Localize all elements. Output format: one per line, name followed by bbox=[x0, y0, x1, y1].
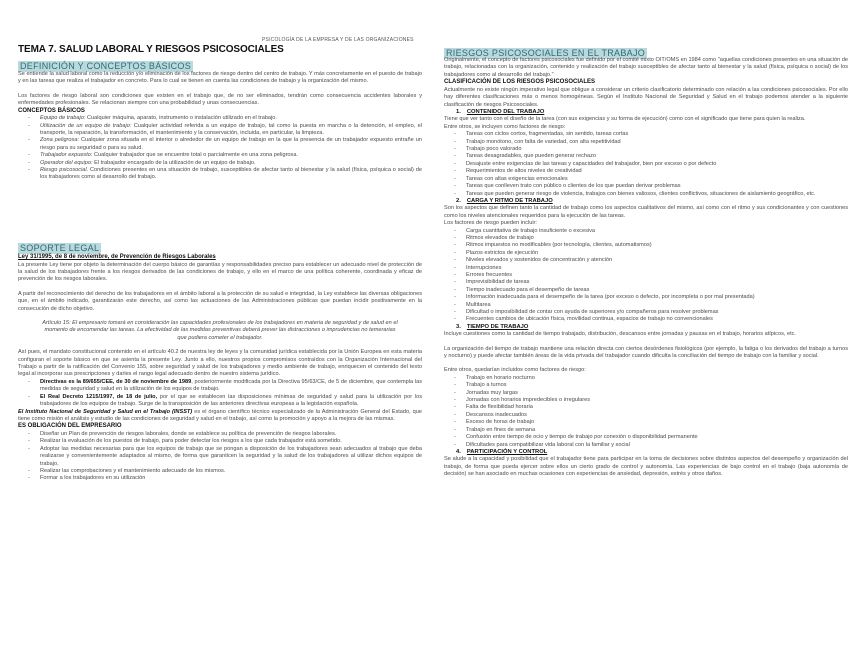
list-item: - Desajuste entre exigencias de las tareas y capacidades del trabajador, bien por exceso o por defecto bbox=[452, 161, 848, 168]
paragraph: Se alude a la capacidad y posibilidad que el trabajador tiene para participar en la toma de decisiones sobre distintos aspectos del desempeño y organización del trabajo, de forma que pueda ejercer sobre ellos un cierto grado de control y autonomía. Las experiencias de bajo control en el trabajo (baja autonomía de decisión) se han asociado en muchas ocasiones con experiencias de ansiedad, depresión, estrés y otros daños. bbox=[444, 456, 848, 478]
list-item: - Directivas es la 89/655/CEE, de 30 de noviembre de 1989, posteriormente modificada por la Directiva 95/63/CE, de 5 de diciembre, que contempla las medidas de seguridad y salud en la utilización de los equipos de trabajo. bbox=[26, 379, 422, 394]
list-item: - Tareas que conlleven trato con público o clientes de los que puedan derivar problemas bbox=[452, 183, 848, 190]
list-item: - Trabajo poco valorado bbox=[452, 146, 848, 153]
list-item: - Trabajo a turnos bbox=[452, 382, 848, 389]
list-item: - Realizar las comprobaciones y el mantenimiento adecuado de los mismos. bbox=[26, 468, 422, 475]
list-item: - Imprevisibilidad de tareas bbox=[452, 279, 848, 286]
list-item: - Tareas desagradables, que pueden generar rechazo bbox=[452, 153, 848, 160]
paragraph: Se entiende la salud laboral como la reducción y/o eliminación de los factores de riesgo dentro del centro de trabajo. Y más concretamente en el puesto de trabajo y en las tareas que realiza el trabajador en concreto. Para lo cual se tienen en cuenta las condiciones de trabajo y la organización del mismo. bbox=[18, 71, 422, 85]
paragraph: La presente Ley tiene por objeto la determinación del cuerpo básico de garantías y responsabilidades preciso para establecer un adecuado nivel de protección de la salud de los trabajadores frente a los riesgos derivados de las condiciones de trabajo, y ello en el marco de una política coherente, coordinada y eficaz de prevención de los riesgos laborales. bbox=[18, 261, 422, 283]
list-item: - Niveles elevados y sostenidos de concentración y atención bbox=[452, 257, 848, 264]
running-head: PSICOLOGÍA DE LA EMPRESA Y DE LAS ORGANIZACIONES bbox=[262, 37, 414, 43]
list-item: - Realizar la evaluación de los puestos de trabajo, para poder detectar los riesgos a los que cada trabajador está sometido. bbox=[26, 438, 422, 445]
paragraph: Son los aspectos que definen tanto la cantidad de trabajo como los aspectos cualitativos del mismo, así como con el ritmo y sus condicionantes y con cuestiones como los niveles atencionales requeridos para la ejecución de las tareas. bbox=[444, 205, 848, 219]
list-item: - Diseñar un Plan de prevención de riesgos laborales, donde se establece su política de prevención de riesgos laborales. bbox=[26, 431, 422, 438]
paragraph: Incluye cuestiones como la cantidad de tiempo trabajado, distribución, descansos entre jornadas y pausas en el trabajo, horarios atípicos, etc. bbox=[444, 331, 796, 338]
paragraph: Entre otros, quedarían incluidos como factores de riesgo: bbox=[444, 367, 586, 374]
subheading-conceptos: CONCEPTOS BÁSICOS bbox=[18, 107, 85, 114]
subheading-clasificacion: CLASIFICACIÓN DE LOS RIESGOS PSICOSOCIALES bbox=[444, 79, 596, 86]
section-3-heading: 3. TIEMPO DE TRABAJO bbox=[456, 323, 529, 330]
list-item: - Multitarea bbox=[452, 302, 848, 309]
section-1-list bbox=[452, 131, 848, 198]
list-item: - Requerimientos de altos niveles de creatividad bbox=[452, 168, 848, 175]
list-item: - Errores frecuentes bbox=[452, 272, 848, 279]
section-heading-soporte: SOPORTE LEGAL bbox=[20, 243, 100, 253]
obligaciones-list bbox=[26, 431, 422, 483]
list-item: - Ritmos elevados de trabajo bbox=[452, 235, 848, 242]
section-heading-definicion: DEFINICIÓN Y CONCEPTOS BÁSICOS bbox=[20, 61, 192, 71]
list-item: - Riesgo psicosocial. Condiciones presentes en una situación de trabajo, susceptibles de afectar tanto al bienestar y la salud (física, psíquica o social) de los trabajadores como al desarrollo del trabajo. bbox=[26, 167, 422, 182]
list-item: - Trabajo en horario nocturno bbox=[452, 375, 848, 382]
article-quote: Artículo 15: El empresario tomará en consideración las capacidades profesionales de los trabajadores en materia de seguridad y de salud en el momento de encomendar las tareas. La efectividad de las medidas preventivas deberá prever las distracciones o imprudencias no temerarias que pudiera cometer el trabajador. bbox=[42, 320, 398, 341]
paragraph: Actualmente no existe ningún imperativo legal que obligue a considerar un criterio clasificatorio determinado con relación a las condiciones psicosociales. Por ello hay diferentes clasificaciones más o menos homogéneas. Según el Instituto Nacional de Seguridad y Salud en el trabajo podemos atender a la siguiente clasificación de riesgos Psicosociales. bbox=[444, 86, 848, 108]
paragraph: Así pues, el mandato constitucional contenido en el artículo 40.2 de nuestra ley de leyes y la comunidad jurídica establecida por la Unión Europea en esta materia configuran el soporte básico en que se asienta la presente Ley. Junto a ello, nuestros propios compromisos contraídos con la Organización Internacional del Trabajo a partir de la ratificación del Convenio 155, sobre seguridad y salud de los trabajadores y medio ambiente de trabajo, enriquecen el contenido del texto legal al incorporar sus prescripciones y darles el rango legal adecuado dentro de nuestro sistema jurídico. bbox=[18, 349, 422, 378]
section-4-heading: 4. PARTICIPACIÓN Y CONTROL bbox=[456, 448, 548, 455]
paragraph: Entre otros, se incluyen como factores de riesgo: bbox=[444, 123, 566, 130]
paragraph-insst: El Instituto Nacional de Seguridad y Salud en el Trabajo (INSST) es el órgano científico técnico especializado de la Administración General del Estado, que tiene como misión el análisis y estudio de las condiciones de seguridad y salud en el trabajo, así como la promoción y apoyo a la mejora de las mismas. bbox=[18, 408, 422, 422]
list-item: - Ritmos impuestos no modificables (por tecnología, clientes, automatismos) bbox=[452, 242, 848, 249]
paragraph: Originalmente, el concepto de factores psicosociales fue definido por el comité mixto OIT/OMS en 1984 como "aquellas condiciones presentes en una situación de trabajo, relacionadas con la organización, contenido y realización del trabajo susceptibles de afectar tanto al bienestar y la salud (física, psíquica o social) de los trabajadores como al desarrollo del trabajo." bbox=[444, 57, 848, 78]
list-item: - Exceso de horas de trabajo bbox=[452, 419, 848, 426]
list-item: - Dificultad o imposibilidad de contar con ayuda de superiores y/o compañeros para resolver problemas bbox=[452, 309, 848, 316]
ley-title: Ley 31/1995, de 8 de noviembre, de Prevención de Riesgos Laborales bbox=[18, 254, 216, 260]
section-heading-riesgos: RIESGOS PSICOSOCIALES EN EL TRABAJO bbox=[446, 48, 646, 58]
list-item: - Dificultades para compatibilizar vida laboral con la familiar y social bbox=[452, 442, 848, 449]
list-item: - Tareas con altas exigencias emocionales bbox=[452, 176, 848, 183]
section-2-list bbox=[452, 228, 848, 324]
conceptos-list bbox=[26, 115, 422, 182]
list-item: - Adoptar las medidas necesarias para que los equipos de trabajo que se pongan a disposición de los trabajadores sean adecuados al trabajo que deba realizarse y convenientemente adaptados al mismo, de forma que garanticen la seguridad y la salud de los trabajadores al utilizar dichos equipos de trabajo. bbox=[26, 446, 422, 468]
list-item: - Tareas que pueden generar riesgo de violencia, trabajos con bienes valiosos, clientes conflictivos, situaciones de aislamiento geográfico, etc. bbox=[452, 191, 848, 198]
list-item: - Plazos estrictos de ejecución bbox=[452, 250, 848, 257]
list-item: - Trabajo en fines de semana bbox=[452, 427, 848, 434]
list-item: - Jornadas muy largas bbox=[452, 390, 848, 397]
section-3-list bbox=[452, 375, 848, 449]
directivas-list bbox=[26, 379, 422, 409]
list-item: - Equipo de trabajo: Cualquier máquina, aparato, instrumento o instalación utilizado en el trabajo. bbox=[26, 115, 422, 122]
list-item: - Carga cuantitativa de trabajo insuficiente o excesiva bbox=[452, 228, 848, 235]
list-item: - Formar a los trabajadores en su utilización bbox=[26, 475, 422, 482]
list-item: - Confusión entre tiempo de ocio y tiempo de trabajo por conexión o disponibilidad permanente bbox=[452, 434, 848, 441]
document-title: TEMA 7. SALUD LABORAL Y RIESGOS PSICOSOCIALES bbox=[18, 44, 284, 55]
list-item: - Descansos inadecuados bbox=[452, 412, 848, 419]
list-item: - Zona peligrosa: Cualquier zona situada en el interior o alrededor de un equipo de trabajo en la que la presencia de un trabajador expuesto entrañe un riesgo para su seguridad o para su salud. bbox=[26, 137, 422, 152]
list-item: - Operador del equipo: El trabajador encargado de la utilización de un equipo de trabajo. bbox=[26, 160, 422, 167]
list-item: - Trabajo monótono, con falta de variedad, con alta repetitividad bbox=[452, 139, 848, 146]
list-item: - Falta de flexibilidad horaria bbox=[452, 404, 848, 411]
paragraph: La organización del tiempo de trabajo mantiene una relación directa con ciertos desórdenes fisiológicos (por ejemplo, la fatiga o los derivados del trabajo a turnos y nocturno) y puede afectar también áreas de la vida privada del trabajador cuando dificulta la conciliación del tiempo de trabajo con la familiar y social. bbox=[444, 345, 848, 360]
subheading-obligacion: ES OBLIGACIÓN DEL EMPRESARIO bbox=[18, 423, 122, 430]
list-item: - Tareas con ciclos cortos, fragmentadas, sin sentido, tareas cortas bbox=[452, 131, 848, 138]
list-item: - Tiempo inadecuado para el desempeño de tareas bbox=[452, 287, 848, 294]
paragraph: Los factores de riesgo pueden incluir: bbox=[444, 220, 537, 227]
list-item: - Interrupciones bbox=[452, 265, 848, 272]
list-item: - Información inadecuada para el desempeño de la tarea (por exceso o defecto, por incompleta o por mal presentada) bbox=[452, 294, 848, 301]
list-item: - Jornadas con horarios impredecibles o irregulares bbox=[452, 397, 848, 404]
section-1-heading: 1. CONTENIDO DEL TRABAJO bbox=[456, 109, 545, 116]
list-item: - Frecuentes cambios de ubicación física, movilidad continua, espacios de trabajo no convencionales bbox=[452, 316, 848, 323]
list-item: - Utilización de un equipo de trabajo: Cualquier actividad referida a un equipo de trabajo, tal como la puesta en marcha o la detención, el empleo, el transporte, la reparación, la transformación, el mantenimiento y la conservación, incluida, en particular, la limpieza. bbox=[26, 123, 422, 138]
list-item: - El Real Decreto 1215/1997, de 18 de julio, por el que se establecen las disposiciones mínimas de seguridad y salud para la utilización por los trabajadores de los equipos de trabajo. Surge de la transposición de las anteriores directivas europeas a la legislación española. bbox=[26, 394, 422, 409]
paragraph: A partir del reconocimiento del derecho de los trabajadores en el ámbito laboral a la protección de su salud e integridad, la Ley establece las diversas obligaciones que, en el ámbito indicado, garantizarán este derecho, así como las actuaciones de las Administraciones públicas que puedan incidir positivamente en la consecución de dicho objetivo. bbox=[18, 290, 422, 312]
list-item: - Trabajador expuesto: Cualquier trabajador que se encuentre total o parcialmente en una zona peligrosa. bbox=[26, 152, 422, 159]
paragraph: Los factores de riesgo laboral son condiciones que existen en el trabajo que, de no ser eliminados, tendrán como consecuencia accidentes laborales y enfermedades profesionales. Se relacionan siempre con una probabilidad y unas consecuencias. bbox=[18, 92, 422, 107]
section-2-heading: 2. CARGA Y RITMO DE TRABAJO bbox=[456, 197, 553, 204]
paragraph: Tiene que ver tanto con el diseño de la tarea (con sus exigencias y su forma de ejecución) como con el significado que tiene para quien la realiza. bbox=[444, 116, 806, 123]
